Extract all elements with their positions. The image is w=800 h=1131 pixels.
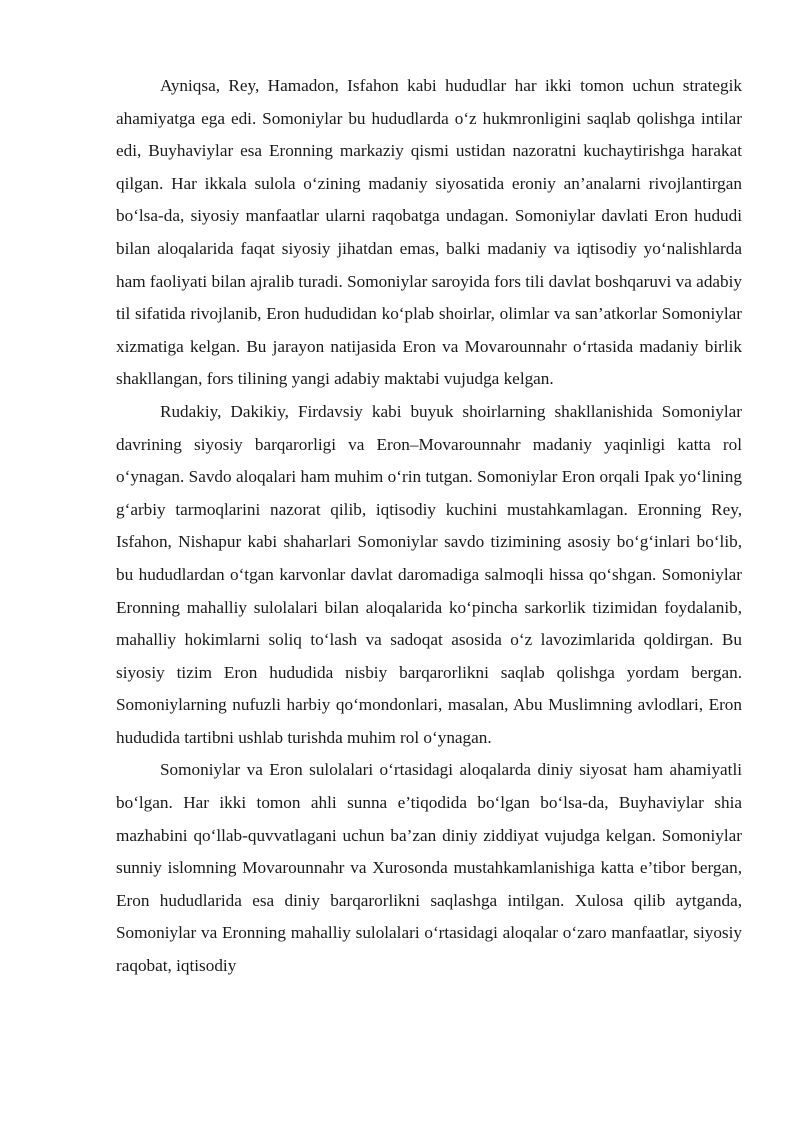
paragraph-3: Somoniylar va Eron sulolalari o‘rtasidagi aloqalarda diniy siyosat ham ahamiyatli bo‘lgan. Har ikki tomon ahli sunna e’tiqodida bo‘lgan bo‘lsa-da, Buyhaviylar shia mazhabini qo‘llab-quvvatlagani uchun ba’zan diniy ziddiyat vujudga kelgan. Somoniylar sunniy islomning Movarounnahr va Xurosonda mustahkamlanishiga katta e’tibor bergan, Eron hududlarida esa diniy barqarorlikni saqlashga intilgan. Xulosa qilib aytganda, Somoniylar va Eronning mahalliy sulolalari o‘rtasidagi aloqalar o‘zaro manfaatlar, siyosiy raqobat, iqtisodiy bbox=[116, 760, 742, 976]
paragraph-1: Ayniqsa, Rey, Hamadon, Isfahon kabi hududlar har ikki tomon uchun strategik ahamiyatga ega edi. Somoniylar bu hududlarda o‘z hukmronligini saqlab qolishga intilar edi, Buyhaviylar esa Eronning markaziy qismi ustidan nazoratni kuchaytirishga harakat qilgan. Har ikkala sulola o‘zining madaniy siyosatida eroniy an’analarni rivojlantirgan bo‘lsa-da, siyosiy manfaatlar ularni raqobatga undagan. Somoniylar davlati Eron hududi bilan aloqalarida faqat siyosiy jihatdan emas, balki madaniy va iqtisodiy yo‘nalishlarda ham faoliyati bilan ajralib turadi. Somoniylar saroyida fors tili davlat boshqaruvi va adabiy til sifatida rivojlanib, Eron hududidan ko‘plab shoirlar, olimlar va san’atkorlar Somoniylar xizmatiga kelgan. Bu jarayon natijasida Eron va Movarounnahr o‘rtasida madaniy birlik shakllangan, fors tilining yangi adabiy maktabi vujudga kelgan. bbox=[116, 76, 742, 389]
paragraph-2: Rudakiy, Dakikiy, Firdavsiy kabi buyuk shoirlarning shakllanishida Somoniylar davrining siyosiy barqarorligi va Eron–Movarounnahr madaniy yaqinligi katta rol o‘ynagan. Savdo aloqalari ham muhim o‘rin tutgan. Somoniylar Eron orqali Ipak yo‘lining g‘arbiy tarmoqlarini nazorat qilib, iqtisodiy kuchini mustahkamlagan. Eronning Rey, Isfahon, Nishapur kabi shaharlari Somoniylar savdo tizimining asosiy bo‘g‘inlari bo‘lib, bu hududlardan o‘tgan karvonlar davlat daromadiga salmoqli hissa qo‘shgan. Somoniylar Eronning mahalliy sulolalari bilan aloqalarida ko‘pincha sarkorlik tizimidan foydalanib, mahalliy hokimlarni soliq to‘lash va sadoqat asosida o‘z lavozimlarida qoldirgan. Bu siyosiy tizim Eron hududida nisbiy barqarorlikni saqlab qolishga yordam bergan. Somoniylarning nufuzli harbiy qo‘mondonlari, masalan, Abu Muslimning avlodlari, Eron hududida tartibni ushlab turishda muhim rol o‘ynagan. bbox=[116, 401, 742, 747]
document-page bbox=[116, 70, 742, 983]
